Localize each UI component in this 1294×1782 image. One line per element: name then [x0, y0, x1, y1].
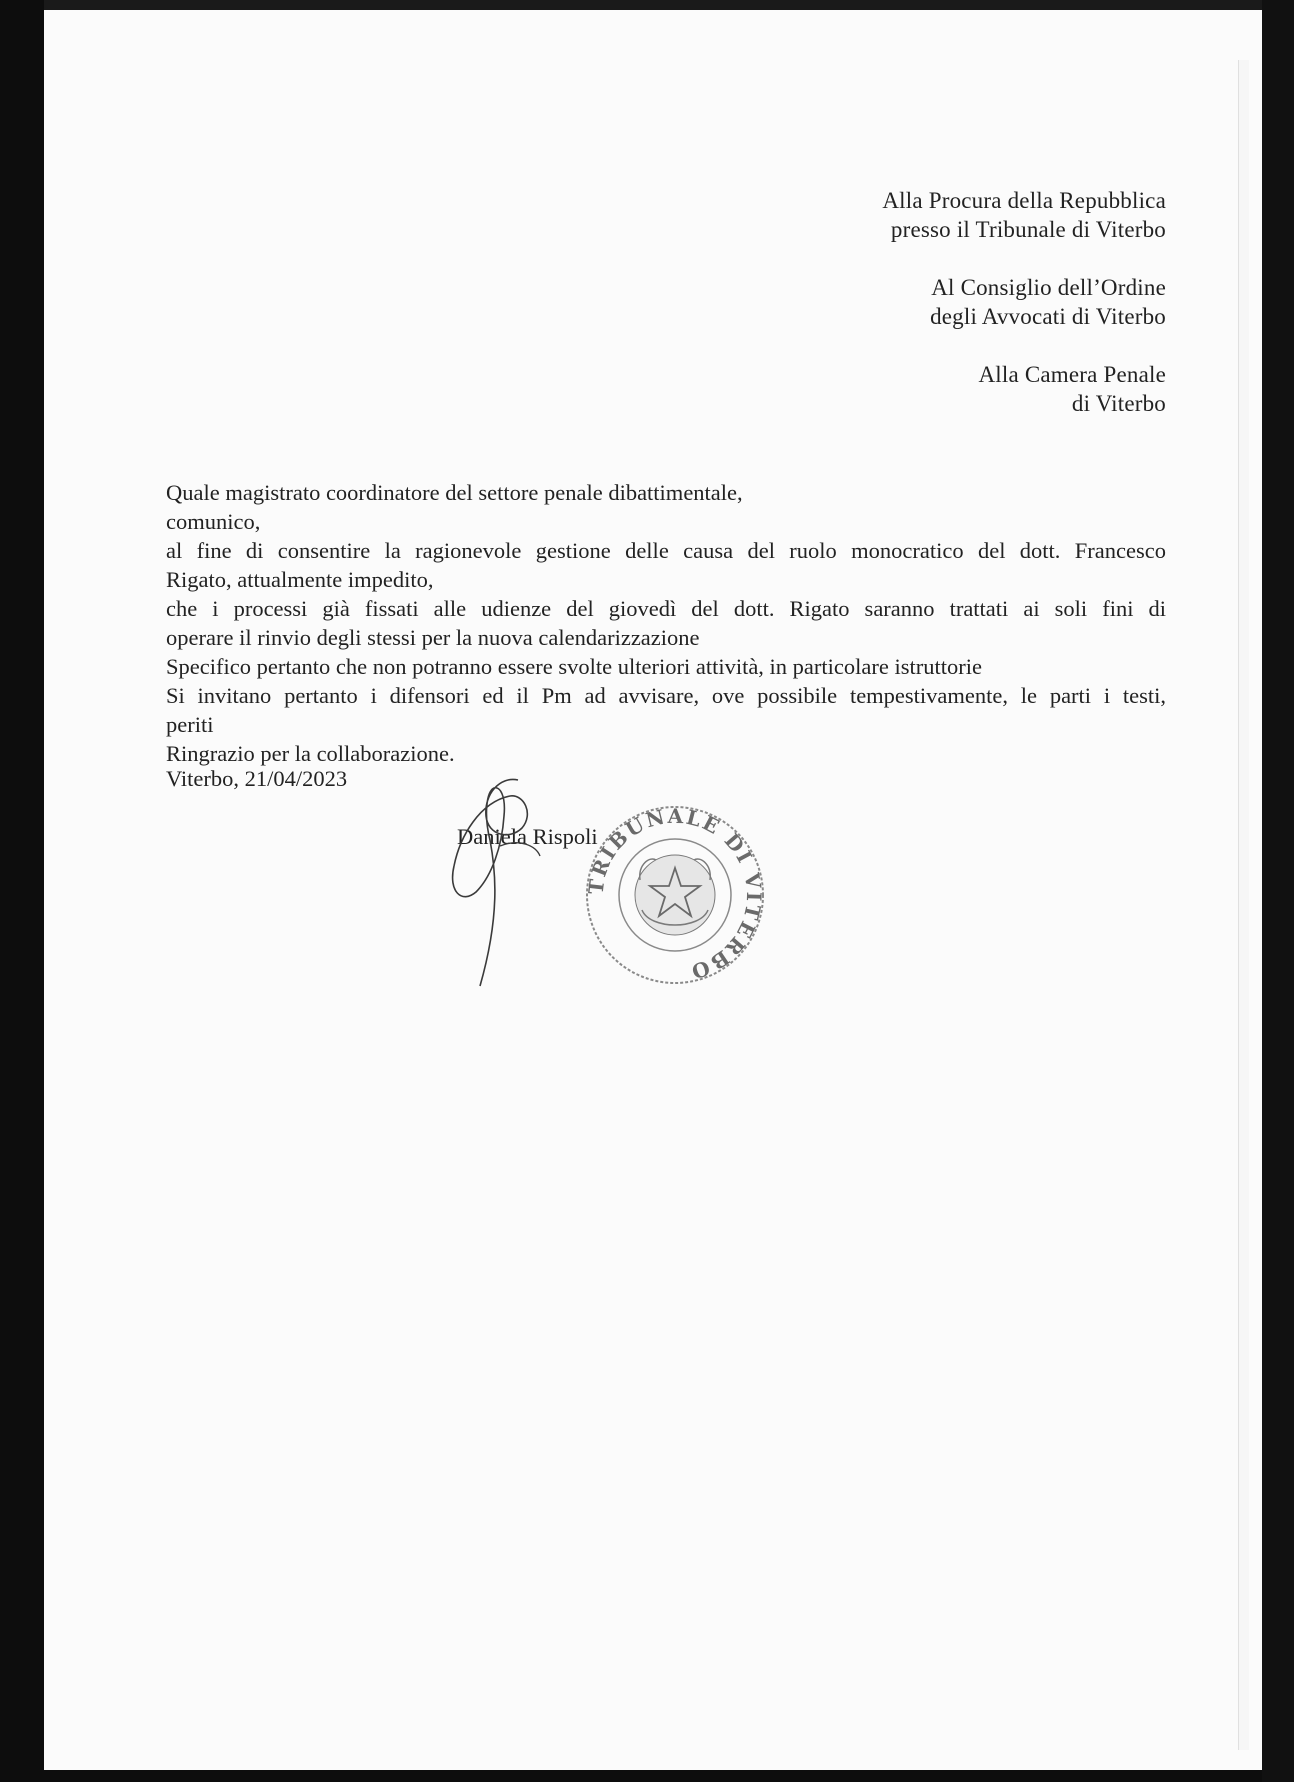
recipient-procura	[882, 186, 1166, 244]
recipient-line: presso il Tribunale di Viterbo	[890, 217, 1166, 242]
body-line: Si invitano pertanto i difensori ed il Pm ad avvisare, ove possibile tempestivamente, le parti i testi,	[166, 683, 1166, 708]
recipient-line: Al Consiglio dell’Ordine	[931, 275, 1166, 300]
seal-legend: TRIBUNALE DI VITERBO	[583, 803, 767, 985]
date-line: Viterbo, 21/04/2023	[166, 766, 348, 791]
body-line: Ringrazio per la collaborazione.	[166, 741, 455, 766]
signer-name: Daniela Rispoli	[457, 824, 598, 849]
body-line: Specifico pertanto che non potranno essere svolte ulteriori attività, in particolare istruttorie	[166, 654, 982, 679]
recipient-line: degli Avvocati di Viterbo	[930, 304, 1166, 329]
paper-top-edge	[44, 0, 1266, 10]
body-line: Rigato, attualmente impedito,	[166, 567, 434, 592]
recipient-line: di Viterbo	[1071, 391, 1166, 416]
recipient-line: Alla Procura della Repubblica	[882, 188, 1166, 213]
body-line: Quale magistrato coordinatore del settore penale dibattimentale,	[166, 480, 743, 505]
body-line: al fine di consentire la ragionevole gestione delle causa del ruolo monocratico del dott. Francesco	[166, 538, 1166, 563]
body-line: che i processi già fissati alle udienze del giovedì del dott. Rigato saranno trattati ai soli fini di	[166, 596, 1166, 621]
body-line: comunico,	[166, 509, 261, 534]
scan-right-edge	[1262, 0, 1294, 1782]
recipients-block	[882, 186, 1166, 447]
recipient-consiglio	[882, 273, 1166, 331]
body-line: operare il rinvio degli stessi per la nuova calendarizzazione	[166, 625, 700, 650]
body-line: periti	[166, 712, 214, 737]
recipient-line: Alla Camera Penale	[978, 362, 1166, 387]
court-seal-stamp	[580, 800, 770, 990]
paper-fold-strip	[1238, 60, 1249, 1750]
handwritten-signature	[440, 776, 570, 996]
letter-body	[166, 478, 1166, 768]
recipient-camera-penale	[882, 360, 1166, 418]
